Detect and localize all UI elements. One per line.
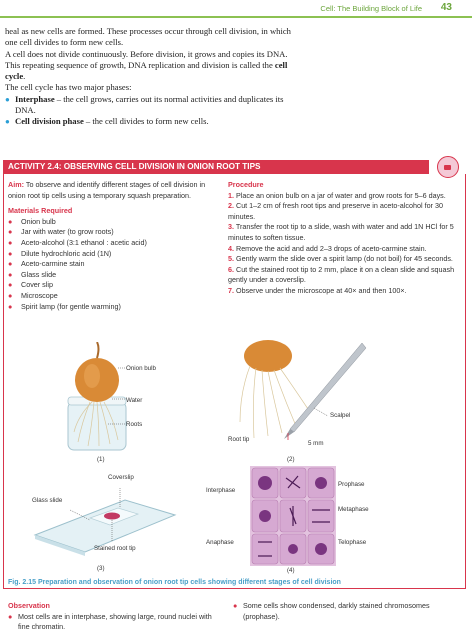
activity-title: ACTIVITY 2.4: OBSERVING CELL DIVISION IN ONION ROOT TIPS (8, 162, 261, 171)
intro-paragraph-2: A cell does not divide continuously. Before division, it grows and copies its DNA. This repeating sequence of growth, DNA replication and division is called the cell cycle. (5, 48, 288, 82)
observation-left (8, 601, 223, 633)
activity-right-column (228, 180, 458, 297)
procedure-step: 3. Transfer the root tip to a slide, wash with water and add 1N HCl for 5 minutes to soften tissue. (228, 222, 454, 242)
list-item: ● Aceto-alcohol (3:1 ethanol : acetic acid) (8, 237, 147, 247)
label-anaphase: Anaphase (206, 539, 234, 546)
panel-number-1: (1) (97, 456, 105, 463)
onion-jar-illustration (50, 342, 160, 454)
activity-left-column (8, 180, 218, 312)
label-telophase: Telophase (338, 539, 367, 546)
figure-caption: Fig. 2.15 Preparation and observation of onion root tip cells showing different stages of cell division (8, 579, 341, 586)
procedure-step: 6. Cut the stained root tip to 2 mm, place it on a clean slide and squash gently under a coverslip. (228, 264, 455, 285)
panel-number-4: (4) (287, 567, 295, 574)
list-item: ● Glass slide (8, 269, 57, 279)
label-5mm: 5 mm (308, 440, 324, 447)
procedure-step: 5. Gently warm the slide over a spirit lamp (do not boil) for 45 seconds. (228, 254, 453, 264)
panel-number-2: (2) (287, 456, 295, 463)
bullet-icon: ● (5, 94, 10, 104)
observation-heading: Observation (8, 601, 50, 610)
activity-title-bar (3, 160, 429, 174)
list-item: ● Most cells are in interphase, showing large, round nuclei with fine chromatin. (8, 611, 212, 632)
phase-item: ● Cell division phase – the cell divides to form new cells. (5, 116, 209, 127)
list-item: ● Onion bulb (8, 216, 56, 226)
list-item: ● Jar with water (to grow roots) (8, 227, 114, 237)
intro-text (5, 26, 303, 128)
intro-paragraph-3: The cell cycle has two major phases: (5, 82, 132, 93)
label-root-tip: Root tip (228, 436, 250, 443)
cell-cycle-term: cell cycle (5, 59, 288, 82)
bullet-icon: ● (5, 117, 10, 127)
procedure-heading: Procedure (228, 180, 264, 189)
label-stained-root-tip: Stained root tip (94, 545, 136, 552)
label-coverslip: Coverslip (108, 474, 134, 481)
list-item: ● Some cells show condensed, darkly stained chromosomes (prophase). (233, 601, 430, 621)
observation-right (233, 601, 458, 622)
label-water: Water (126, 397, 143, 404)
list-item: ● Spirit lamp (for gentle warming) (8, 301, 121, 311)
label-metaphase: Metaphase (338, 506, 369, 513)
chapter-title: Cell: The Building Block of Life (320, 4, 422, 13)
materials-heading: Materials Required (8, 206, 73, 216)
header-rule (0, 16, 472, 18)
procedure-step: 7. Observe under the microscope at 40× and then 100×. (228, 285, 407, 295)
label-onion-bulb: Onion bulb (126, 365, 156, 372)
procedure-step: 2. Cut 1–2 cm of fresh root tips and preserve in aceto-alcohol for 30 minutes. (228, 201, 443, 221)
list-item: ● Microscope (8, 290, 58, 300)
label-roots: Roots (126, 421, 143, 428)
label-scalpel: Scalpel (330, 412, 351, 419)
page-number: 43 (440, 2, 452, 13)
label-glass-slide: Glass slide (32, 497, 63, 504)
list-item: ● Aceto-carmine stain (8, 259, 85, 269)
procedure-step: 1. Place an onion bulb on a jar of water and grow roots for 5–6 days. (228, 190, 446, 200)
page-header (0, 0, 472, 18)
label-interphase: Interphase (206, 487, 236, 494)
phase-item: ● Interphase – the cell grows, carries out its normal activities and duplicates its DNA. (5, 93, 284, 116)
list-item: ● Dilute hydrochloric acid (1N) (8, 248, 112, 258)
aim: Aim: To observe and identify different stages of cell division in onion root tip cells using a temporary squash preparation. (8, 180, 206, 200)
micrograph-image (250, 466, 336, 566)
intro-paragraph-1: heal as new cells are formed. These processes occur through cell division, in which one cell divides to form new cells. (5, 26, 291, 48)
materials-list (8, 217, 218, 312)
procedure-step: 4. Remove the acid and add 2–3 drops of aceto-carmine stain. (228, 243, 427, 253)
panel-number-3: (3) (97, 565, 105, 572)
list-item: ● Cover slip (8, 280, 53, 290)
label-prophase: Prophase (338, 481, 365, 488)
